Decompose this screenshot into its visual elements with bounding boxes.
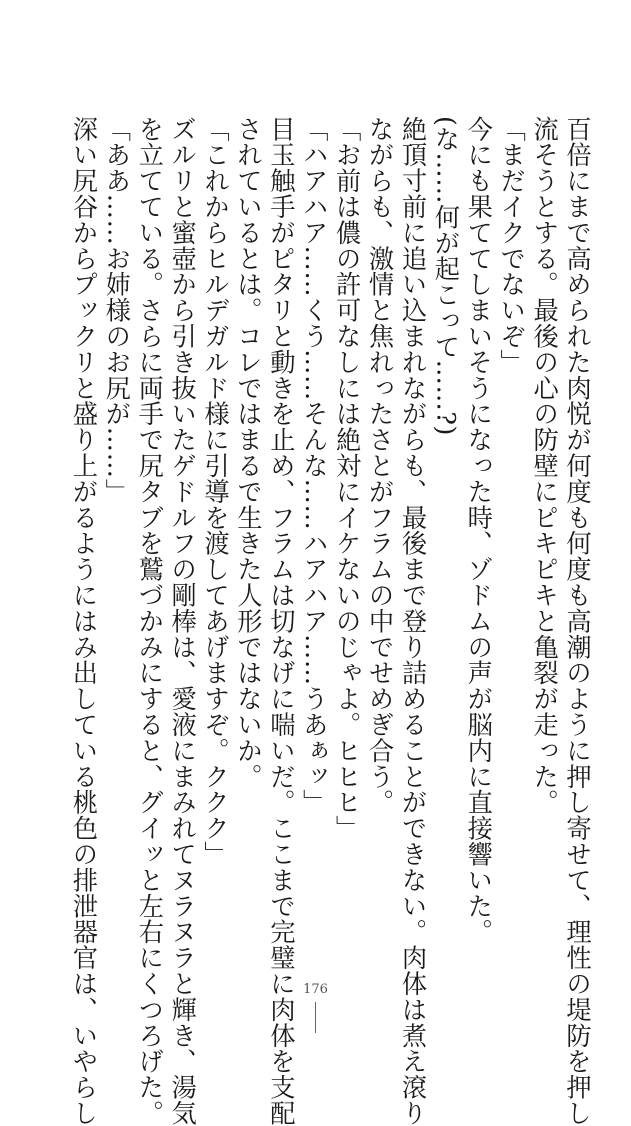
text-line: (な……何が起こって……?)	[431, 116, 461, 436]
text-line: 今にも果ててしまいそうになった時、ゾドムの声が脳内に直接響いた。	[464, 116, 494, 945]
text-line: 絶頂寸前に追い込まれながらも、最後まで登り詰めることができない。肉体は煮え滾り	[398, 116, 428, 1126]
text-line: 「お前は儂の許可なしには絶対にイケないのじゃよ。ヒヒヒ」	[332, 116, 362, 842]
text-line: 「まだイクでないぞ」	[497, 116, 527, 375]
text-line: 目玉触手がピタリと動きを止め、フラムは切なげに喘いだ。ここまで完璧に肉体を支配	[266, 116, 296, 1126]
text-line: 流そうとする。最後の心の防壁にピキピキと亀裂が走った。	[530, 116, 560, 816]
page-number-rule	[315, 1002, 316, 1033]
text-line: 「ハアハア……くう……そんな……ハアハア……うあぁッ」	[299, 116, 329, 816]
text-line: ズルリと蜜壺から引き抜いたゲドルフの剛棒は、愛液にまみれてヌラヌラと輝き、湯気	[168, 116, 198, 1126]
page-number: 176	[303, 982, 328, 997]
text-line: 「ああ……お姉様のお尻が……」	[102, 116, 132, 505]
text-line: 「これからヒルデガルド様に引導を渡してあげますぞ。ククク」	[201, 116, 231, 868]
text-line: 深い尻谷からプックリと盛り上がるようにはみ出している桃色の排泄器官は、いやらし	[69, 116, 99, 1126]
text-line: を立てている。さらに両手で尻タブを鷲づかみにすると、グイッと左右にくつろげた。	[135, 116, 165, 1126]
text-line: されているとは。コレではまるで生きた人形ではないか。	[233, 116, 263, 790]
text-line: ながらも、激情と焦れったさとがフラムの中でせめぎ合う。	[365, 116, 395, 816]
text-line: 百倍にまで高められた肉悦が何度も何度も高潮のように押し寄せて、理性の堤防を押し	[563, 116, 592, 1126]
